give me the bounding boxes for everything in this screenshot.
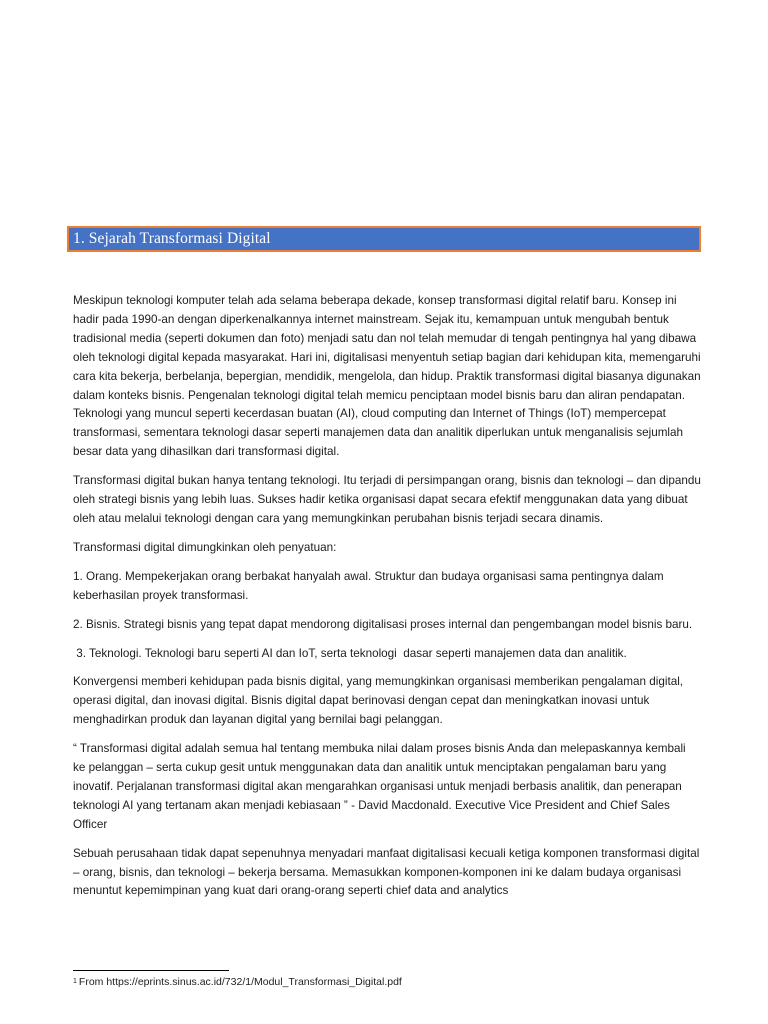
paragraph-convergence: Konvergensi memberi kehidupan pada bisnis digital, yang memungkinkan organisasi memberikan pengalaman digital, operasi digital, dan inovasi digital. Bisnis digital dapat berinovasi dengan cepat dan meningkatkan inovasi untuk menghadirkan produk dan layanan digital yang bernilai bagi pelanggan. xyxy=(73,675,684,727)
paragraph-not-only-technology: Transformasi digital bukan hanya tentang teknologi. Itu terjadi di persimpangan orang, bisnis dan teknologi – dan dipandu oleh strategi bisnis yang lebih luas. Sukses hadir ketika organisasi dapat secara efektif menggunakan data yang dibuat oleh atau melalui teknologi dengan cara yang memungkinkan perubahan bisnis terjadi secara dinamis. xyxy=(73,474,701,525)
section-heading-bar xyxy=(67,226,701,252)
paragraph-company: Sebuah perusahaan tidak dapat sepenuhnya menyadari manfaat digitalisasi kecuali ketiga komponen transformasi digital – orang, bisnis, dan teknologi – bekerja bersama. Memasukkan komponen-komponen ini ke dalam budaya organisasi menuntut kepemimpinan yang kuat dari orang-orang seperti chief data and analytics xyxy=(73,846,700,898)
footnote-marker: 1 xyxy=(73,978,77,985)
footnote-divider xyxy=(73,970,229,971)
section-heading: 1. Sejarah Transformasi Digital xyxy=(73,230,271,247)
body-text xyxy=(73,292,701,911)
paragraph-unification-intro: Transformasi digital dimungkinkan oleh penyatuan: xyxy=(73,540,337,554)
list-item-technology: 3. Teknologi. Teknologi baru seperti AI dan IoT, serta teknologi dasar seperti manajemen data dan analitik. xyxy=(73,646,627,660)
footnote-text: From https://eprints.sinus.ac.id/732/1/Modul_Transformasi_Digital.pdf xyxy=(78,976,402,988)
quote-paragraph: “ Transformasi digital adalah semua hal tentang membuka nilai dalam proses bisnis Anda dan melepaskannya kembali ke pelanggan – serta cukup gesit untuk menggunakan data dan analitik untuk menciptakan pengalaman baru yang inovatif. Perjalanan transformasi digital akan mengarahkan organisasi untuk menjadi berbasis analitik, dan penerapan teknologi AI yang tertanam akan menjadi kebiasaan ” - David Macdonald. Executive Vice President and Chief Sales Officer xyxy=(73,742,686,831)
list-item-people: 1. Orang. Mempekerjakan orang berbakat hanyalah awal. Struktur dan budaya organisasi sama pentingnya dalam keberhasilan proyek transformasi. xyxy=(73,569,664,602)
list-item-business: 2. Bisnis. Strategi bisnis yang tepat dapat mendorong digitalisasi proses internal dan pengembangan model bisnis baru. xyxy=(73,617,693,631)
paragraph-history: Meskipun teknologi komputer telah ada selama beberapa dekade, konsep transformasi digital relatif baru. Konsep ini hadir pada 1990-an dengan diperkenalkannya internet mainstream. Sejak itu, kemampuan untuk mengubah bentuk tradisional media (seperti dokumen dan foto) menjadi satu dan nol telah memudar di tengah pentingnya hal yang dibawa oleh teknologi digital kepada masyarakat. Hari ini, digitalisasi menyentuh setiap bagian dari kehidupan kita, memengaruhi cara kita bekerja, berbelanja, bepergian, mendidik, mengelola, dan hidup. Praktik transformasi digital biasanya digunakan dalam konteks bisnis. Pengenalan teknologi digital telah memicu penciptaan model bisnis baru dan aliran pendapatan. Teknologi yang muncul seperti kecerdasan buatan (AI), cloud computing dan Internet of Things (IoT) mempercepat transformasi, sementara teknologi dasar seperti manajemen data dan analitik diperlukan untuk menganalisis sejumlah besar data yang dihasilkan dari transformasi digital. xyxy=(73,294,701,459)
footnote xyxy=(73,975,693,990)
